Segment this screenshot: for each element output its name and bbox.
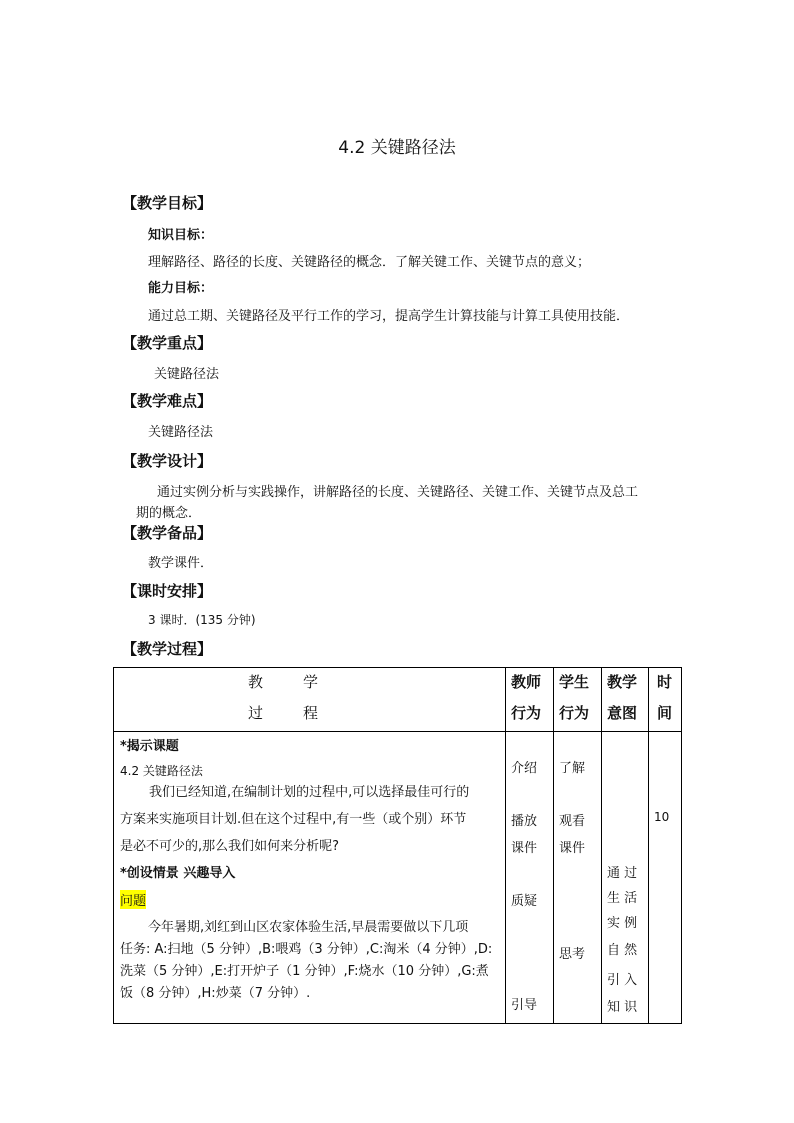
intro-line-2: 方案来实施项目计划.但在这个过程中,有一些（或个别）环节 <box>120 812 467 827</box>
problem-line-3: 洗菜（5 分钟）,E:打开炉子（1 分钟）,F:烧水（10 分钟）,G:煮 <box>120 964 489 979</box>
intent-line-3: 实 例 <box>607 916 638 931</box>
prep-text: 教学课件． <box>148 556 214 571</box>
teaching-process-table <box>113 667 682 1024</box>
teacher-action-question: 质疑 <box>511 894 538 909</box>
time-minutes: 10 <box>654 810 670 824</box>
problem-line-4: 饭（8 分钟）,H:炒菜（7 分钟）. <box>120 986 311 1001</box>
header-teacher-line-2: 行为 <box>511 704 542 722</box>
schedule-heading: 【课时安排】 <box>122 582 213 600</box>
teacher-action-courseware: 课件 <box>511 841 538 856</box>
student-action-watch: 观看 <box>559 814 586 829</box>
student-action-understand: 了解 <box>559 761 586 776</box>
goals-heading: 【教学目标】 <box>122 194 213 212</box>
intent-line-5: 引 入 <box>607 973 638 988</box>
intent-line-6: 知 识 <box>607 1000 638 1015</box>
student-action-think: 思考 <box>559 947 586 962</box>
header-process-char-2: 学 <box>303 673 319 691</box>
header-process-char-3: 过 <box>248 704 264 722</box>
lesson-title: 4.2 关键路径法 <box>120 764 203 778</box>
schedule-text: 3 课时．(135 分钟) <box>148 613 256 627</box>
intent-line-4: 自 然 <box>607 943 638 958</box>
problem-line-2: 任务: A:扫地（5 分钟）,B:喂鸡（3 分钟）,C:淘米（4 分钟）,D: <box>120 942 493 957</box>
page-title: 4.2 关键路径法 <box>338 138 456 158</box>
header-intent-line-1: 教学 <box>607 673 638 691</box>
design-text-line-1: 通过实例分析与实践操作，讲解路径的长度、关键路径、关键工作、关键节点及总工 <box>157 485 639 500</box>
reveal-topic-heading: *揭示课题 <box>120 739 179 754</box>
intent-line-2: 生 活 <box>607 891 638 906</box>
difficulty-text: 关键路径法 <box>148 425 214 440</box>
knowledge-text: 理解路径、路径的长度、关键路径的概念．了解关键工作、关键节点的意义； <box>148 255 591 270</box>
intro-line-3: 是必不可少的,那么我们如何来分析呢? <box>120 839 340 854</box>
intent-line-1: 通 过 <box>607 866 638 881</box>
header-teacher-line-1: 教师 <box>511 673 542 691</box>
header-time-line-1: 时 <box>657 673 673 691</box>
ability-text: 通过总工期、关键路径及平行工作的学习，提高学生计算技能与计算工具使用技能． <box>148 309 630 324</box>
prep-heading: 【教学备品】 <box>122 524 213 542</box>
student-action-courseware: 课件 <box>559 841 586 856</box>
header-student-line-1: 学生 <box>559 673 590 691</box>
teacher-action-guide: 引导 <box>511 998 538 1013</box>
ability-heading: 能力目标： <box>148 281 214 296</box>
problem-line-1: 今年暑期,刘红到山区农家体验生活,早晨需要做以下几项 <box>148 920 469 935</box>
knowledge-heading: 知识目标： <box>148 228 214 243</box>
design-text-line-2: 期的概念． <box>136 506 202 521</box>
focus-text: 关键路径法 <box>154 367 220 382</box>
header-time-line-2: 间 <box>657 704 673 722</box>
difficulty-heading: 【教学难点】 <box>122 392 213 410</box>
process-heading: 【教学过程】 <box>122 640 213 658</box>
teacher-action-introduce: 介绍 <box>511 761 538 776</box>
header-intent-line-2: 意图 <box>607 704 638 722</box>
design-heading: 【教学设计】 <box>122 452 213 470</box>
header-student-line-2: 行为 <box>559 704 590 722</box>
teacher-action-play: 播放 <box>511 814 538 829</box>
header-process-char-4: 程 <box>303 704 319 722</box>
header-process-char-1: 教 <box>248 673 264 691</box>
focus-heading: 【教学重点】 <box>122 334 213 352</box>
problem-label: 问题 <box>120 890 146 909</box>
scenario-heading: *创设情景 兴趣导入 <box>120 866 236 881</box>
intro-line-1: 我们已经知道,在编制计划的过程中,可以选择最佳可行的 <box>149 785 470 800</box>
